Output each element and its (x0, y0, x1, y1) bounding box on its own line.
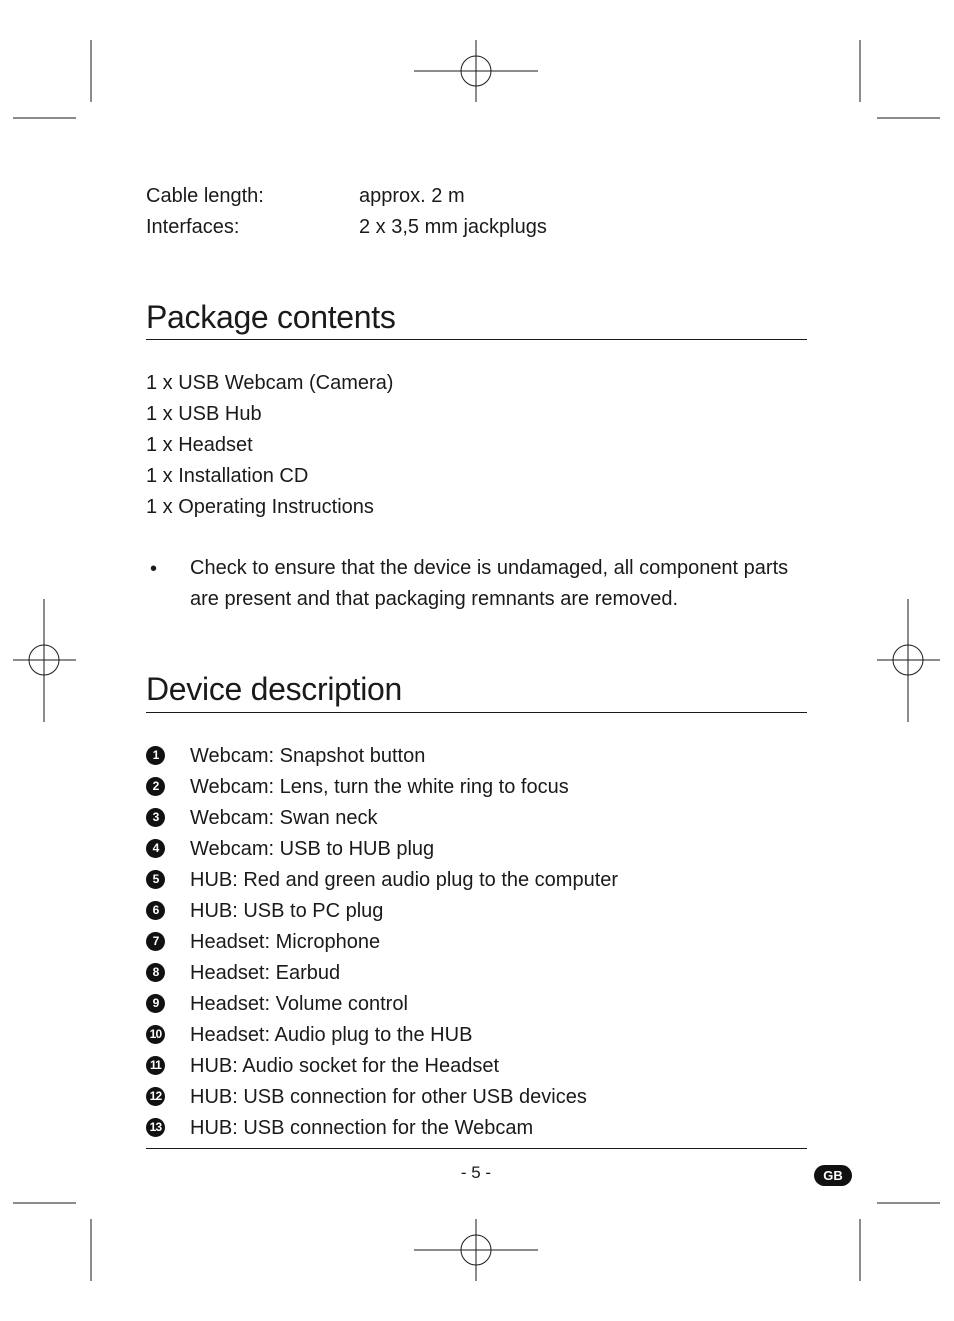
inspection-note (190, 553, 815, 615)
device-part-label: HUB: USB connection for the Webcam (190, 1117, 534, 1139)
device-part-label: Webcam: USB to HUB plug (190, 838, 435, 860)
crosshair-circle-icon (414, 1219, 538, 1281)
device-part-label: Headset: Audio plug to the HUB (190, 1024, 473, 1046)
number-badge-icon: 10 (146, 1025, 165, 1044)
number-badge-icon: 12 (146, 1087, 165, 1106)
language-badge: GB (814, 1165, 852, 1186)
number-badge-icon: 2 (146, 777, 165, 796)
number-badge-icon: 9 (146, 994, 165, 1013)
device-part-label: Webcam: Lens, turn the white ring to focus (190, 776, 569, 798)
device-part-label: Webcam: Snapshot button (190, 745, 426, 767)
crop-mark-icon (13, 40, 91, 118)
number-badge-icon: 8 (146, 963, 165, 982)
crop-mark-icon (860, 1203, 940, 1281)
number-badge-icon: 3 (146, 808, 165, 827)
package-item: 1 x USB Hub (146, 403, 262, 425)
spec-label: Cable length: (146, 185, 264, 207)
heading-rule (146, 339, 807, 340)
crop-mark-icon (860, 40, 940, 118)
number-badge-icon: 6 (146, 901, 165, 920)
device-part-label: HUB: USB to PC plug (190, 900, 384, 922)
package-item: 1 x Operating Instructions (146, 496, 374, 518)
device-part-label: HUB: USB connection for other USB devices (190, 1086, 587, 1108)
device-part-label: Headset: Microphone (190, 931, 381, 953)
spec-value: 2 x 3,5 mm jackplugs (359, 216, 547, 238)
number-badge-icon: 1 (146, 746, 165, 765)
number-badge-icon: 13 (146, 1118, 165, 1137)
package-item: 1 x USB Webcam (Camera) (146, 372, 394, 394)
inspection-note-line: are present and that packaging remnants are removed. (190, 588, 679, 610)
number-badge-icon: 5 (146, 870, 165, 889)
spec-value: approx. 2 m (359, 185, 465, 207)
number-badge-icon: 4 (146, 839, 165, 858)
device-part-label: Headset: Earbud (190, 962, 341, 984)
heading-rule (146, 712, 807, 713)
package-contents-heading: Package contents (146, 299, 396, 335)
package-item: 1 x Headset (146, 434, 253, 456)
spec-label: Interfaces: (146, 216, 240, 238)
device-part-label: HUB: Red and green audio plug to the computer (190, 869, 619, 891)
footer-rule (146, 1148, 807, 1149)
device-part-label: Webcam: Swan neck (190, 807, 378, 829)
crop-mark-icon (13, 1203, 91, 1281)
crosshair-circle-icon (13, 599, 76, 722)
package-item: 1 x Installation CD (146, 465, 309, 487)
device-part-label: HUB: Audio socket for the Headset (190, 1055, 500, 1077)
crosshair-circle-icon (414, 40, 538, 102)
bullet-icon: • (150, 558, 158, 580)
number-badge-icon: 11 (146, 1056, 165, 1075)
crosshair-circle-icon (877, 599, 940, 722)
page-number: - 5 - (460, 1163, 492, 1182)
device-description-heading: Device description (146, 671, 403, 707)
number-badge-icon: 7 (146, 932, 165, 951)
device-part-label: Headset: Volume control (190, 993, 408, 1015)
inspection-note-line: Check to ensure that the device is undamaged, all component parts (190, 557, 789, 579)
